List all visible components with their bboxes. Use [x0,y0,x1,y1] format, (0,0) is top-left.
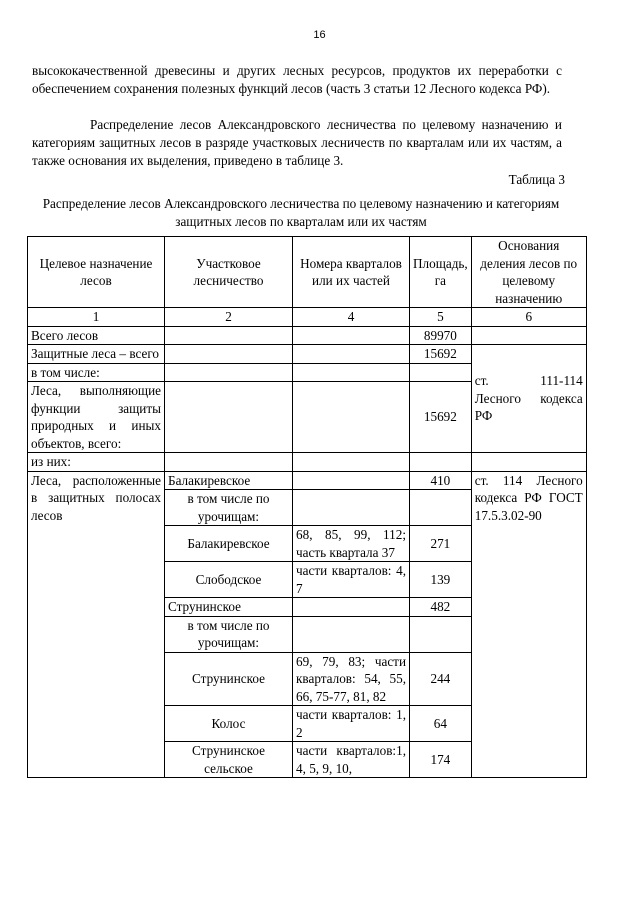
table-row [28,345,587,364]
table-row [28,326,587,345]
table-header-row [28,237,587,308]
district-struninskoe: Струнинское [165,598,293,617]
tract-name: Балакиревское [165,526,293,562]
column-number-row [28,308,587,327]
including-tracts-label: в том числе по урочищам: [165,616,293,652]
including-label: в том числе: [28,363,165,382]
tract-area: 271 [410,526,472,562]
tract-name: Струнинское сельское [165,742,293,778]
tract-area: 139 [410,562,472,598]
forest-distribution-table [27,236,587,778]
tract-area: 64 [410,706,472,742]
basis-cell-1: ст. 111-114 Лесного кодекса РФ [471,345,586,453]
protective-area: 15692 [410,345,472,364]
col-number: 2 [165,308,293,327]
header-district: Участковое лесничество [165,237,293,308]
of-them-label: из них: [28,453,165,472]
tract-name: Слободское [165,562,293,598]
header-area: Площадь, га [410,237,472,308]
paragraph-1: высококачественной древесины и других лесных ресурсов, продуктов их переработки с обеспечением сохранения полезных функций лесов (часть 3 статьи 12 Лесного кодекса РФ). [32,63,562,96]
struninskoe-area: 482 [410,598,472,617]
col-number: 6 [471,308,586,327]
balakirevskoe-area: 410 [410,471,472,490]
header-basis: Основания деления лесов по целевому назначению [471,237,586,308]
tract-quarters: части кварталов: 4, 7 [293,562,410,598]
strips-label: Леса, расположенные в защитных полосах лесов [28,471,165,778]
paragraph-2: Распределение лесов Александровского лесничества по целевому назначению и категориям защитных лесов в разряде участковых лесничеств по кварталам или их частям, а также основания их выделения, приведено в таблице 3. [32,117,562,168]
table-row [28,453,587,472]
tract-quarters: 68, 85, 99, 112; часть квартала 37 [293,526,410,562]
col-number: 1 [28,308,165,327]
functions-label: Леса, выполняющие функции защиты природных и иных объектов, всего: [28,382,165,453]
header-quarters: Номера кварталов или их частей [293,237,410,308]
tract-name: Струнинское [165,652,293,706]
tract-area: 244 [410,652,472,706]
including-tracts-label: в том числе по урочищам: [165,490,293,526]
col-number: 5 [410,308,472,327]
table-caption: Таблица 3 [508,172,565,187]
header-purpose: Целевое назначение лесов [28,237,165,308]
col-number: 4 [293,308,410,327]
tract-quarters: 69, 79, 83; части кварталов: 54, 55, 66, 75-77, 81, 82 [293,652,410,706]
tract-quarters: части кварталов: 1, 2 [293,706,410,742]
page-number: 16 [313,29,326,41]
basis-cell-2: ст. 114 Лесного кодекса РФ ГОСТ 17.5.3.02-90 [471,471,586,778]
tract-name: Колос [165,706,293,742]
functions-area: 15692 [410,382,472,453]
table-title: Распределение лесов Александровского лесничества по целевому назначению и категориям защитных лесов по кварталам или их частям [42,196,560,229]
protective-label: Защитные леса – всего [28,345,165,364]
total-area: 89970 [410,326,472,345]
district-balakirevskoe: Балакиревское [165,471,293,490]
table-row [28,471,587,490]
tract-quarters: части кварталов:1, 4, 5, 9, 10, [293,742,410,778]
total-label: Всего лесов [28,326,165,345]
tract-area: 174 [410,742,472,778]
